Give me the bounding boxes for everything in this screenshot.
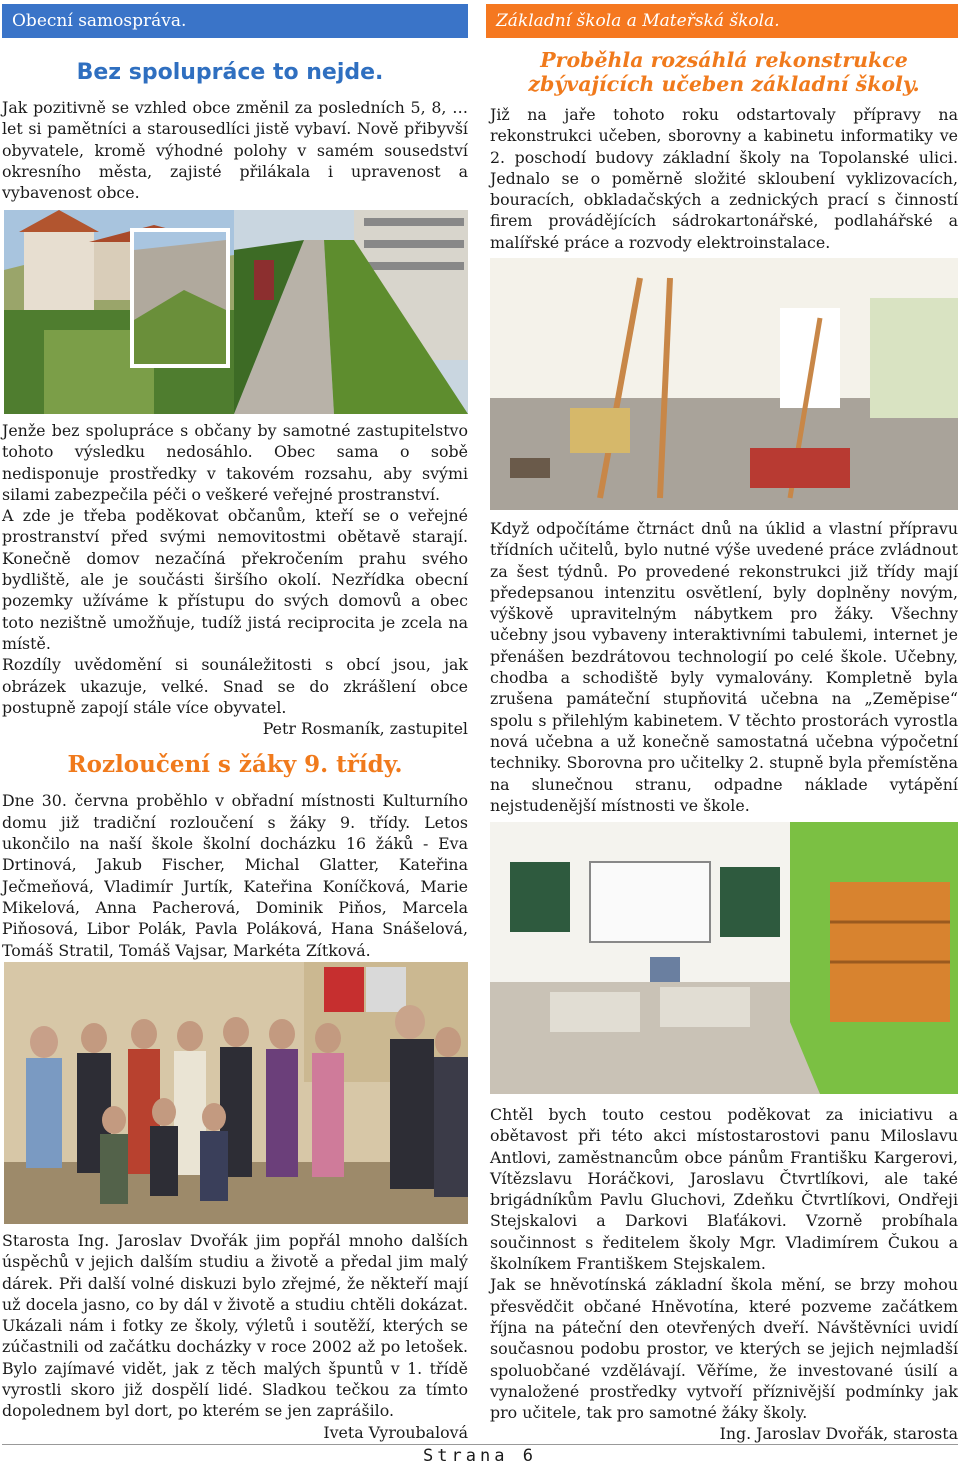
page-number: Strana 6	[423, 1446, 537, 1466]
classroom-construction-photo	[490, 258, 958, 510]
section-banner-label: Obecní samospráva.	[12, 11, 187, 31]
article-signature: Iveta Vyroubalová	[323, 1422, 468, 1442]
article-paragraph: Jenže bez spolupráce s občany by samotné zastupitelstvo tohoto výsledku nedosáhlo. Obec sama o sobě nedisponuje prostředky v takovém rozsahu, aby svými silami zabezpečila péči o veškeré veřejné prostranství.	[2, 421, 468, 504]
section-banner-skola	[486, 4, 958, 38]
article-paragraph: Rozdíly uvědomění si sounáležitosti s obcí jsou, jak obrázek ukazuje, velké. Snad se do zkrášlení obce postupně zapojí stále více obyvatel.	[2, 655, 468, 717]
article-body	[490, 518, 958, 816]
article-intro: Již na jaře tohoto roku odstartovaly přípravy na rekonstrukci učeben, sborovny a kabinetu informatiky ve 2. poschodí budovy základní školy na Topolanské ulici. Jednalo se o poměrně složité skloubení vyklizovacích, bouracích, obkladačských a zednických prací s činností firem provádějících sádrokartonářské, podlahářské a malířské práce a rozvody elektroinstalace.	[490, 105, 958, 252]
article-signature: Petr Rosmaník, zastupitel	[262, 719, 468, 739]
article-title: Bez spolupráce to nejde.	[76, 60, 384, 85]
article-rekonstrukce	[490, 48, 958, 253]
article-intro: Jak pozitivně se vzhled obce změnil za posledních 5, 8, … let si pamětníci a starousedlíci jistě vybaví. Nově přibyvší obyvatele, kromě výhodné polohy v samém sousedství okresního města, zajisté přilákala i upravenost a vybavenost obce.	[2, 98, 468, 203]
article-title: Proběhla rozsáhlá rekonstrukce zbývajících učeben základní školy.	[528, 48, 920, 96]
article-bez-spoluprace	[2, 60, 468, 203]
article-signature: Ing. Jaroslav Dvořák, starosta	[719, 1424, 958, 1444]
article-paragraph: Chtěl bych touto cestou poděkovat za iniciativu a obětavost při této akci místostarostovi panu Miloslavu Antlovi, zaměstnancům obce pánům Františku Kargerovi, Vítězslavu Horáčkovi, Jaroslavu Čtvrtlíkovi, ale také brigádníkům Pavlu Gluchovi, Zdeňku Čtvrtlíkovi, Ondřeji Stejskalovi a Darkovi Blaťákovi. Vzorně probíhala součinnost s ředitelem školy Mgr. Vladimírem Čukou a školníkem Františkem Stejskalem.	[490, 1105, 958, 1274]
article-paragraph: Starosta Ing. Jaroslav Dvořák jim popřál mnoho dalších úspěchů v jejich dalším studiu a životě a předal jim malý dárek. Při další volné diskuzi bylo zřejmé, že někteří mají už docela jasno, co by dál v životě a studiu chtěli dokázat. Ukázali nám i fotky ze školy, výletů i soutěží, kterých se zúčastnili od začátku docházky v roce 2002 až po letošek. Bylo zajímavé vidět, jak z těch malých špuntů v 1. třídě vyrostli skoro již dospělí lidé. Sladkou tečkou za tímto dopolednem byl dort, po kterém se jen zaprášilo.	[2, 1231, 468, 1421]
article-title-rozlouceni: Rozloučení s žáky 9. třídy.	[67, 751, 403, 779]
article-body	[2, 420, 468, 961]
section-banner-label: Základní škola a Mateřská škola.	[496, 11, 780, 31]
graduation-group-photo	[4, 962, 468, 1224]
article-body-continued	[2, 1230, 468, 1443]
article-thanks	[490, 1104, 958, 1445]
article-paragraph: Když odpočítáme čtrnáct dnů na úklid a vlastní přípravu třídních učitelů, bylo nutné výše uvedené práce zvládnout za šest týdnů. Po provedené rekonstrukci již třídy mají předepsanou intenzitu osvětlení, byly doplněny novým, výškově upravitelným nábytkem pro žáky. Všechny učebny jsou vybaveny interaktivními tabulemi, internet je přenášen bezdrátovou technologií po celé škole. Učebny, chodba a schodiště byly vymalovány. Kompletně byla zrušena památeční stupňovitá učebna na „Zeměpise“ spolu s přilehlým kabinetem. V těchto prostorách vyrostla nová učebna a už konečně samostatná učebna výpočetní techniky. Sborovna pro učitelky 2. stupně byla přemístěna na slunečnou stranu, odpadne náklade vytápění nejstudenější místnosti ve škole.	[490, 519, 958, 815]
renovated-classroom-photo	[490, 822, 958, 1094]
article-paragraph: Dne 30. června proběhlo v obřadní místnosti Kulturního domu již tradiční rozloučení s žáky 9. třídy. Letos ukončilo na naší škole školní docházku 16 žáků - Eva Drtinová, Jakub Fischer, Michal Glatter, Kateřina Ječmeňová, Vladimír Jurtík, Kateřina Koníčková, Marie Mikelová, Anna Pacherová, Dominik Piňos, Marcela Piňosová, Libor Polák, Pavla Poláková, Hana Snášelová, Tomáš Stratil, Tomáš Vajsar, Markéta Zítková.	[2, 791, 468, 960]
article-paragraph: A zde je třeba poděkovat občanům, kteří se o veřejné prostranství před svými nemovitostmi obětavě starají. Konečně domov nezačíná překročením prahu svého bydliště, ale je součásti širšího okolí. Nezřídka obecní pozemky užíváme k přístupu do svých domovů a obec toto nezištně umožňuje, tudíž jistá reciprocita je zcela na místě.	[2, 506, 468, 653]
section-banner-obecni-samosprava	[2, 4, 468, 38]
footer-divider	[2, 1444, 958, 1445]
street-photo-composite	[4, 210, 468, 414]
article-paragraph: Jak se hněvotínská základní škola mění, se brzy mohou přesvědčit občané Hněvotína, které pozveme začátkem října na páteční den otevřených dveří. Návštěvníci uvidí současnou podobu prostor, ve kterých se jejich nejmladší spoluobčané vzdělávají. Věříme, že investované úsilí a vynaložené prostředky vytvoří příznivější podmínky jak pro učitele, tak pro samotné žáky školy.	[490, 1275, 958, 1423]
